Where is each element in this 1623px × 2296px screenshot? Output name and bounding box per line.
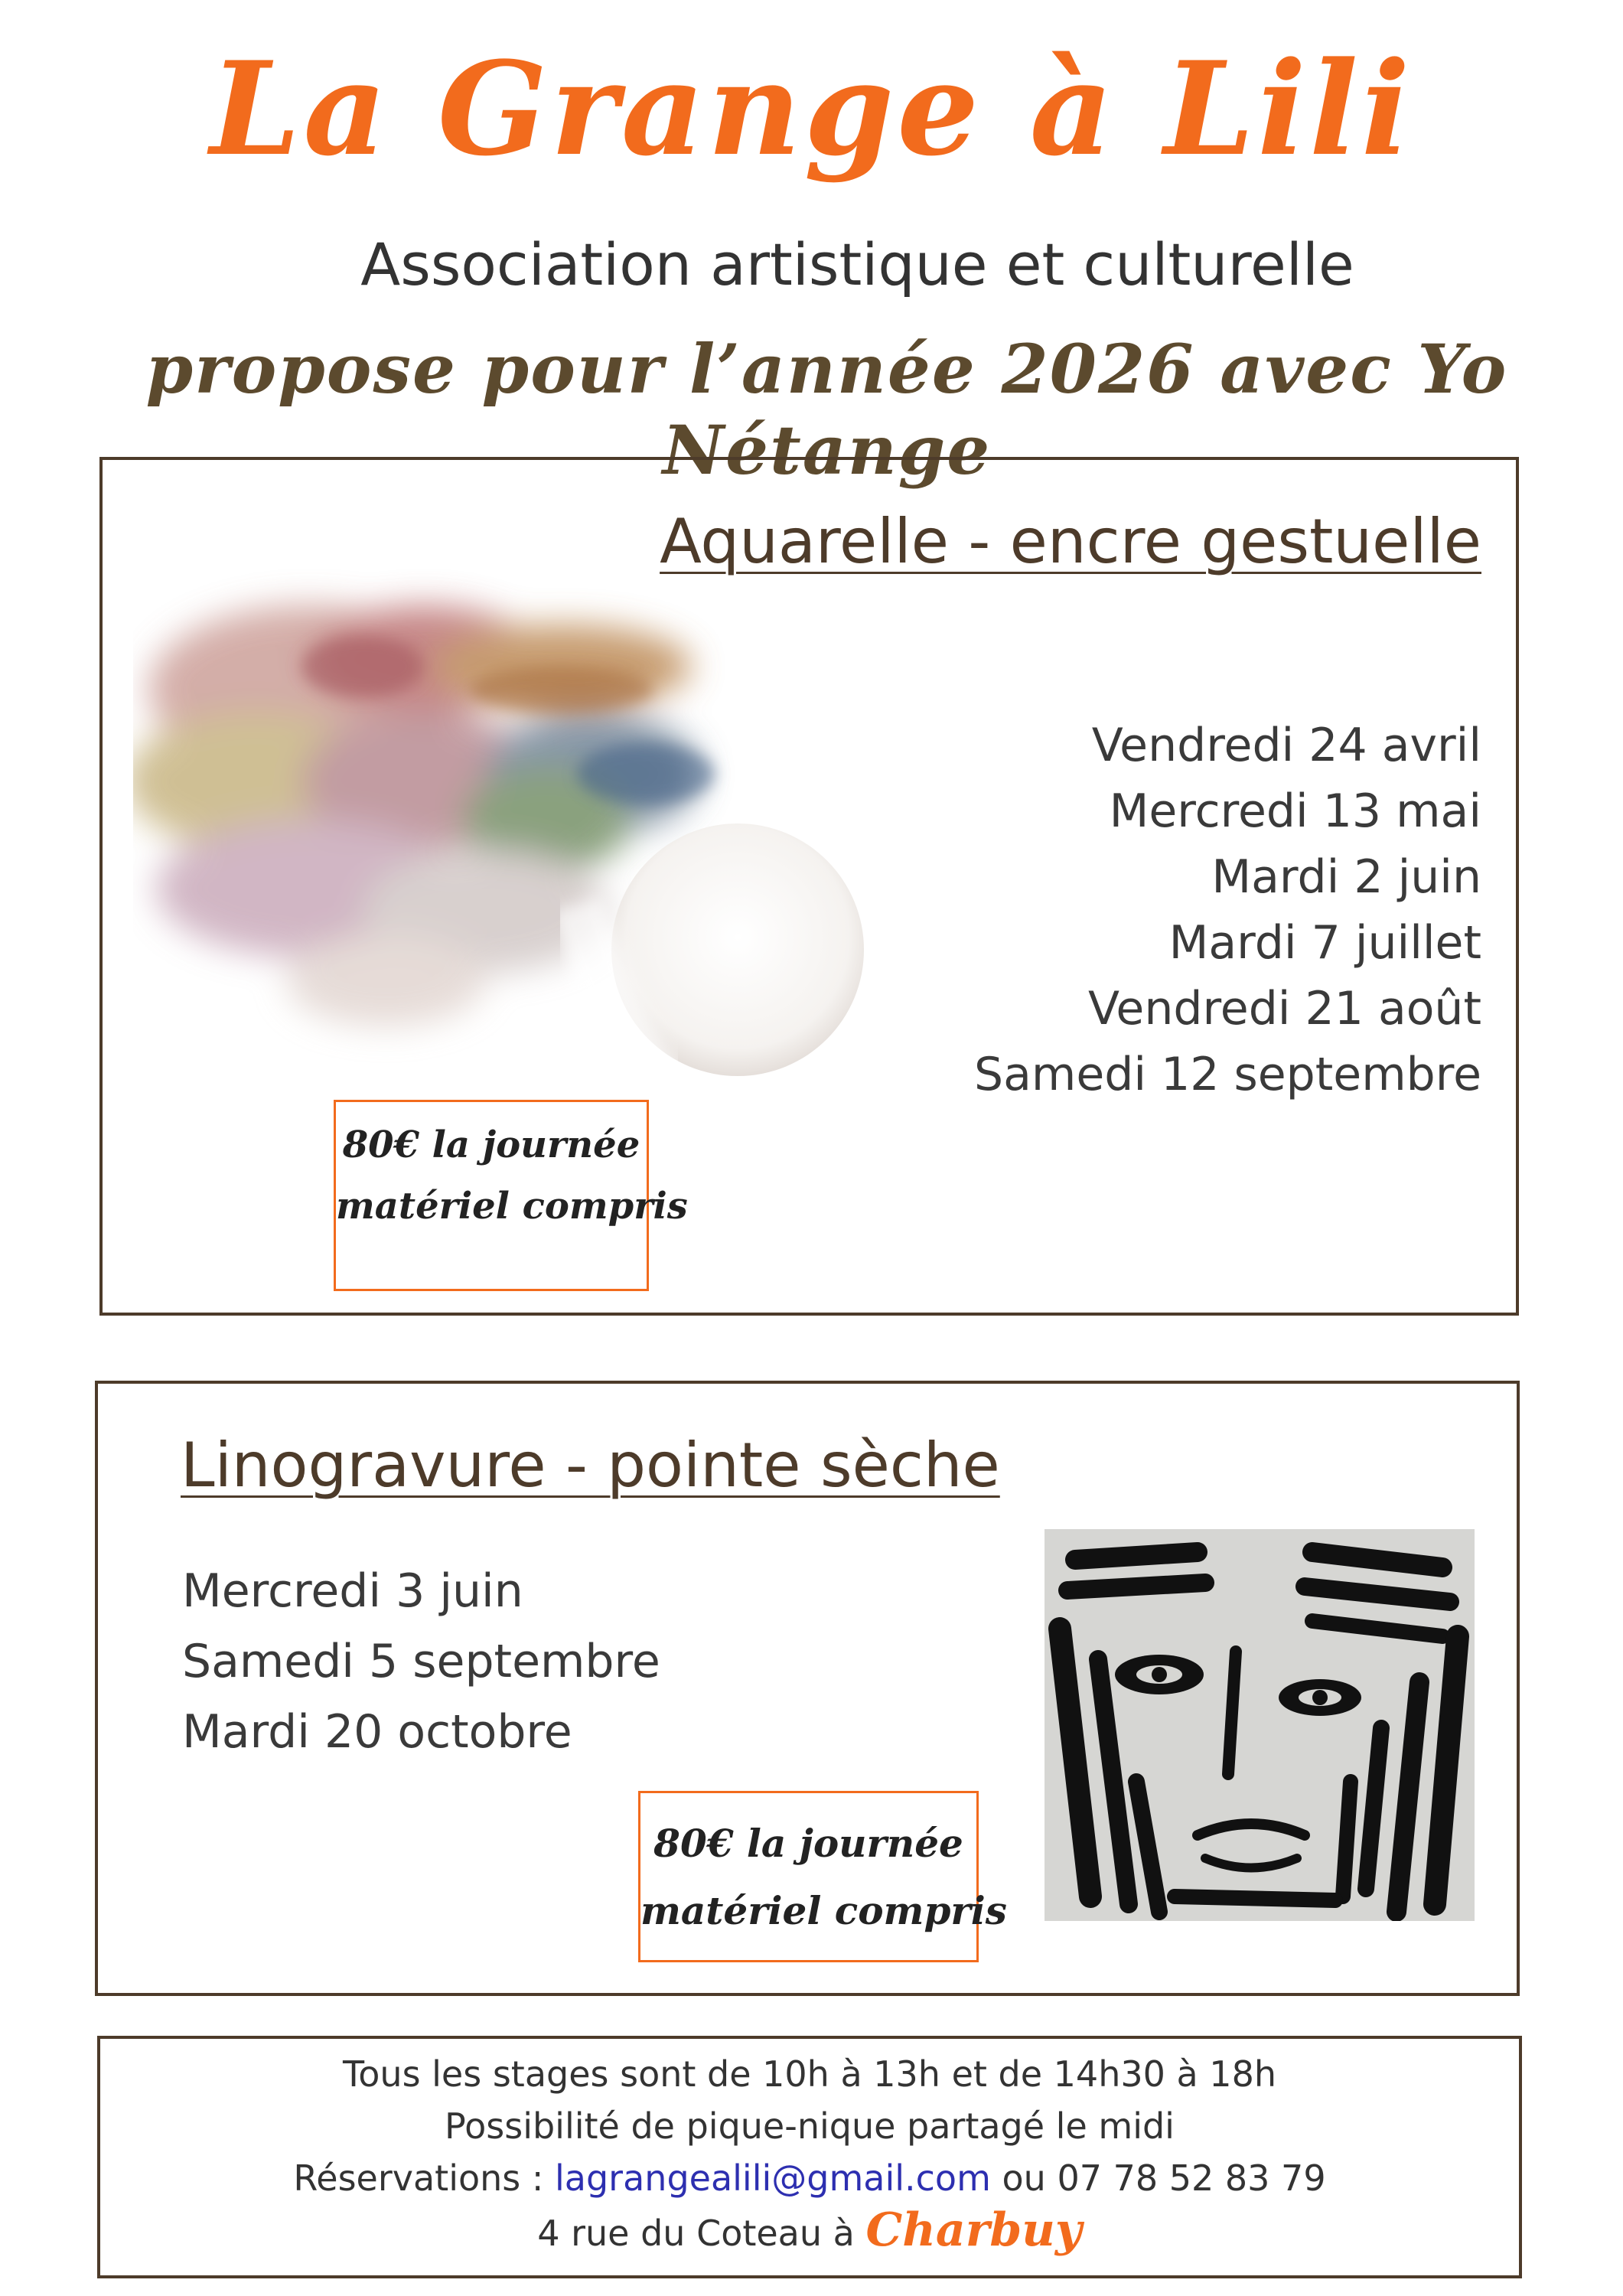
date-item: Mardi 20 octobre (182, 1705, 572, 1759)
page-title: La Grange à Lili (210, 33, 1413, 184)
aquarelle-title: Aquarelle - encre gestuelle (660, 506, 1481, 577)
aquarelle-dates (974, 713, 1481, 1107)
address-text: 4 rue du Coteau à (537, 2213, 855, 2254)
price-badge (334, 1100, 688, 1291)
price-badge (638, 1791, 1007, 1962)
email-link[interactable]: lagrangealili@gmail.com (555, 2157, 991, 2199)
date-item: Vendredi 24 avril (1091, 719, 1481, 772)
town-name: Charbuy (865, 2203, 1082, 2257)
footer-text (100, 2048, 1519, 2259)
subtitle: Association artistique et culturelle (360, 230, 1354, 298)
linogravure-section (95, 1381, 1520, 1996)
proposal-line: propose pour l’année 2026 avec Yo Nétange (145, 329, 1508, 490)
date-item: Samedi 5 septembre (182, 1635, 660, 1688)
date-item: Mercredi 13 mai (1109, 784, 1481, 838)
price-note: matériel compris (640, 1888, 1007, 1933)
date-item: Vendredi 21 août (1088, 982, 1481, 1035)
phone-number: 07 78 52 83 79 (1057, 2157, 1326, 2199)
date-item: Samedi 12 septembre (974, 1048, 1481, 1101)
price-label: 80€ la journée (653, 1821, 963, 1866)
aquarelle-section (99, 457, 1519, 1316)
address-line (100, 2204, 1519, 2259)
date-item: Mercredi 3 juin (182, 1564, 523, 1618)
watercolor-artwork (133, 552, 944, 1103)
price-note: matériel compris (336, 1185, 688, 1228)
price-label: 80€ la journée (342, 1124, 640, 1166)
linogravure-title: Linogravure - pointe sèche (181, 1430, 1000, 1501)
date-item: Mardi 7 juillet (1168, 916, 1481, 970)
date-item: Mardi 2 juin (1211, 850, 1481, 904)
reservations-line (100, 2152, 1519, 2204)
info-footer (97, 2036, 1522, 2278)
linogravure-dates (182, 1556, 660, 1767)
or-text: ou (1002, 2157, 1046, 2199)
linocut-face-artwork (1045, 1529, 1475, 1921)
picnic-line: Possibilité de pique-nique partagé le midi (445, 2105, 1175, 2147)
hours-line: Tous les stages sont de 10h à 13h et de 14h30 à 18h (342, 2053, 1276, 2095)
reservations-label: Réservations : (293, 2157, 544, 2199)
